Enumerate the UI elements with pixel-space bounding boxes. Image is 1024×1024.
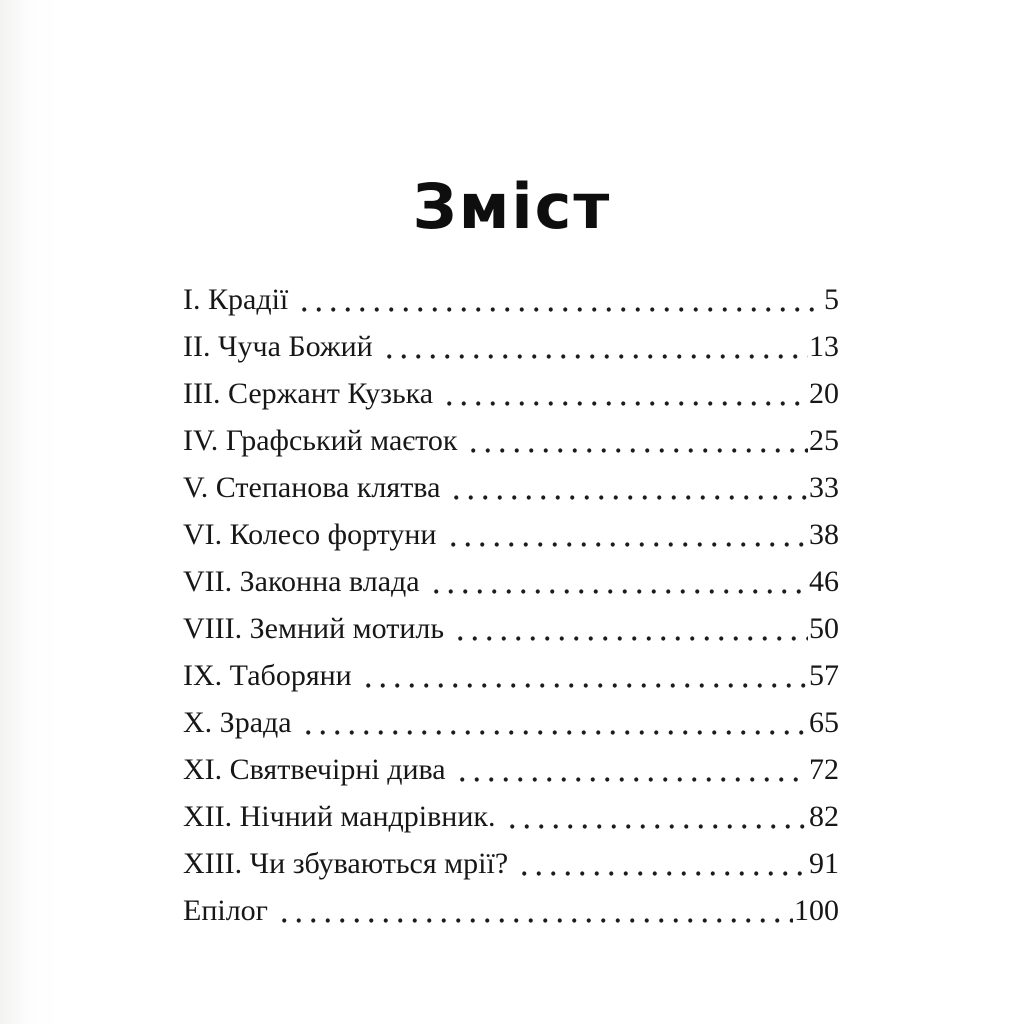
toc-entry-page-number: 5 — [824, 283, 839, 316]
toc-entry — [183, 464, 839, 511]
toc-entry — [183, 511, 839, 558]
dot-leader — [442, 370, 808, 417]
toc-entry-page-number: 72 — [809, 753, 839, 786]
toc-entry-label: II. Чуча Божий — [183, 330, 373, 363]
dot-leader — [361, 652, 808, 699]
toc-entry-label: XIII. Чи збуваються мрії? — [183, 847, 509, 880]
dot-leader — [505, 793, 809, 840]
toc-entry-page-number: 82 — [809, 800, 839, 833]
dot-leader — [449, 464, 808, 511]
dot-leader — [429, 558, 808, 605]
dot-leader — [517, 840, 808, 887]
toc-entry-page-number: 13 — [809, 330, 839, 363]
toc-entry-page-number: 50 — [809, 612, 839, 645]
toc-entry — [183, 793, 839, 840]
toc-entry — [183, 605, 839, 652]
table-of-contents — [183, 276, 839, 934]
toc-entry-page-number: 38 — [809, 518, 839, 551]
toc-entry — [183, 746, 839, 793]
toc-entry-label: III. Сержант Кузька — [183, 377, 434, 410]
toc-entry — [183, 370, 839, 417]
page-title: Зміст — [412, 169, 612, 243]
toc-entry — [183, 652, 839, 699]
toc-entry-page-number: 65 — [809, 706, 839, 739]
toc-entry — [183, 840, 839, 887]
toc-entry-label: XI. Святвечірні дива — [183, 753, 446, 786]
toc-entry-label: IX. Таборяни — [183, 659, 352, 692]
toc-entry-page-number: 25 — [809, 424, 839, 457]
toc-entry-label: VII. Законна влада — [183, 565, 420, 598]
toc-entry-label: I. Крадії — [183, 283, 289, 316]
dot-leader — [453, 605, 808, 652]
dot-leader — [382, 323, 808, 370]
toc-entry-page-number: 57 — [809, 659, 839, 692]
dot-leader — [455, 746, 808, 793]
toc-entry-page-number: 100 — [794, 894, 839, 927]
toc-entry-label: IV. Графський маєток — [183, 424, 458, 457]
toc-entry-page-number: 20 — [809, 377, 839, 410]
toc-entry-page-number: 91 — [809, 847, 839, 880]
dot-leader — [297, 276, 823, 323]
toc-entry — [183, 323, 839, 370]
toc-entry-label: Епілог — [183, 894, 268, 927]
toc-entry-label: XII. Нічний мандрівник. — [183, 800, 496, 833]
toc-entry-label: VI. Колесо фортуни — [183, 518, 437, 551]
dot-leader — [301, 699, 808, 746]
toc-entry-label: VIII. Земний мотиль — [183, 612, 445, 645]
toc-entry — [183, 276, 839, 323]
dot-leader — [446, 511, 809, 558]
toc-entry — [183, 887, 839, 934]
toc-entry — [183, 699, 839, 746]
toc-entry-label: V. Степанова клятва — [183, 471, 441, 504]
toc-entry-page-number: 46 — [809, 565, 839, 598]
toc-entry — [183, 558, 839, 605]
toc-entry — [183, 417, 839, 464]
dot-leader — [277, 887, 793, 934]
toc-entry-page-number: 33 — [809, 471, 839, 504]
toc-entry-label: X. Зрада — [183, 706, 292, 739]
dot-leader — [466, 417, 808, 464]
